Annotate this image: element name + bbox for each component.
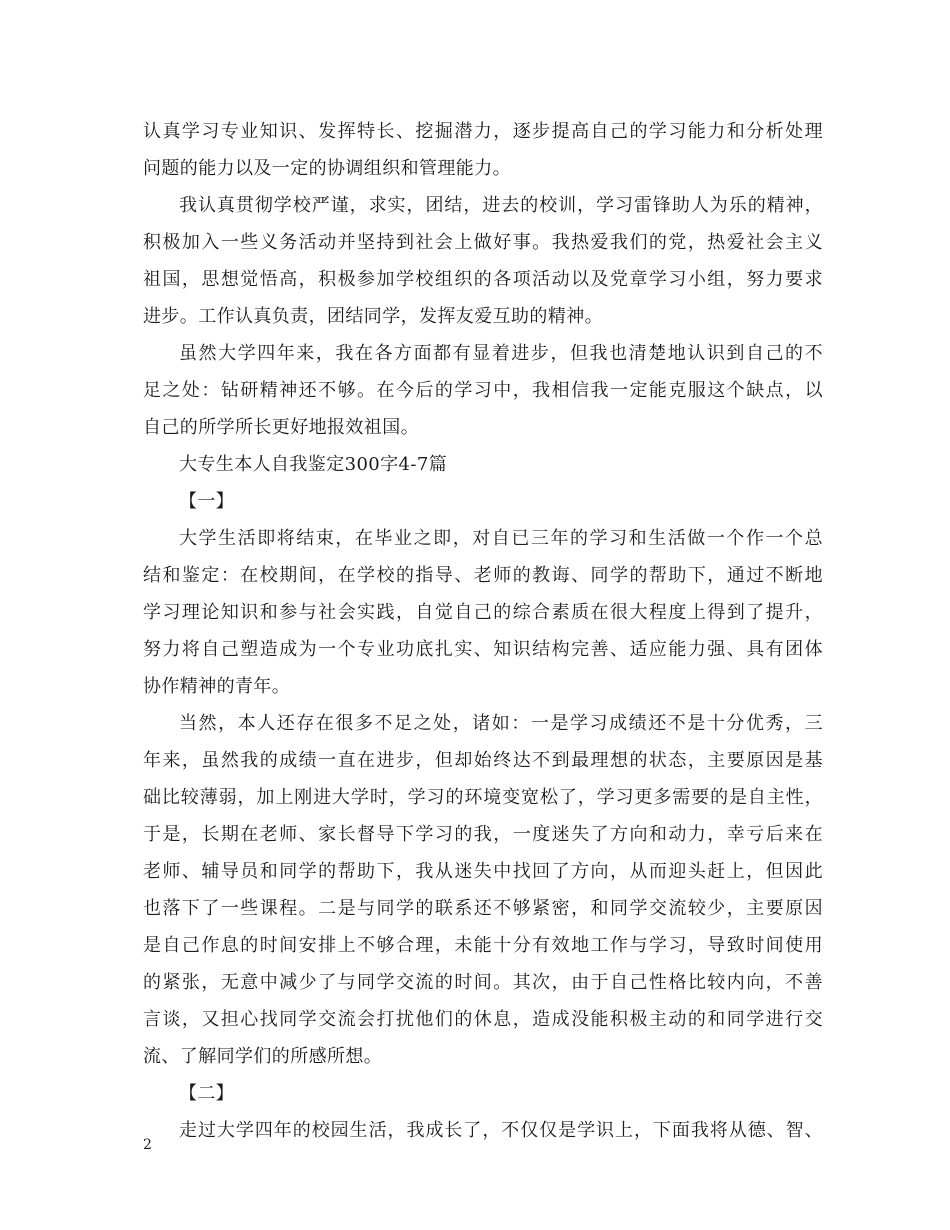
text-line <box>143 816 823 853</box>
text-line <box>143 372 823 409</box>
text-line <box>143 1075 823 1112</box>
text-line-content: 于是，长期在老师、家长督导下学习的我，一度迷失了方向和动力，幸亏后来在 <box>143 824 823 845</box>
text-line <box>143 890 823 927</box>
text-line-content: 积极加入一些义务活动并坚持到社会上做好事。我热爱我们的党，热爱社会主义 <box>143 232 823 253</box>
text-line <box>143 668 823 705</box>
text-line <box>143 594 823 631</box>
text-line-content: 【一】 <box>179 491 235 512</box>
text-line-content: 流、了解同学们的所感所想。 <box>143 1046 383 1067</box>
text-line <box>143 964 823 1001</box>
text-line <box>143 261 823 298</box>
text-line-content: 协作精神的青年。 <box>143 676 291 697</box>
text-line <box>143 113 823 150</box>
text-line <box>143 631 823 668</box>
text-line <box>143 298 823 335</box>
text-line-content: 走过大学四年的校园生活，我成长了，不仅仅是学识上，下面我将从德、智、 <box>179 1120 823 1141</box>
text-line-content: 大学生活即将结束，在毕业之即，对自已三年的学习和生活做一个作一个总 <box>179 528 823 549</box>
text-line-content: 【二】 <box>179 1083 235 1104</box>
text-line-content: 础比较薄弱，加上刚进大学时，学习的环境变宽松了，学习更多需要的是自主性， <box>143 787 823 808</box>
text-line <box>143 779 823 816</box>
text-line <box>143 409 823 446</box>
text-line <box>143 187 823 224</box>
text-line <box>143 853 823 890</box>
text-line-content: 足之处：钻研精神还不够。在今后的学习中，我相信我一定能克服这个缺点，以 <box>143 380 823 401</box>
text-line-content: 努力将自己塑造成为一个专业功底扎实、知识结构完善、适应能力强、具有团体 <box>143 639 823 660</box>
text-line-content: 结和鉴定：在校期间，在学校的指导、老师的教诲、同学的帮助下，通过不断地 <box>143 565 823 586</box>
text-line-content: 认真学习专业知识、发挥特长、挖掘潜力，逐步提高自己的学习能力和分析处理 <box>143 121 823 142</box>
text-line <box>143 483 823 520</box>
text-line <box>143 927 823 964</box>
text-line <box>143 557 823 594</box>
text-line-content: 我认真贯彻学校严谨，求实，团结，进去的校训，学习雷锋助人为乐的精神， <box>179 195 823 216</box>
text-line-content: 进步。工作认真负责，团结同学，发挥友爱互助的精神。 <box>143 306 603 327</box>
text-line-content: 年来，虽然我的成绩一直在进步，但却始终达不到最理想的状态，主要原因是基 <box>143 750 823 771</box>
text-line <box>143 1038 823 1075</box>
text-line <box>143 1001 823 1038</box>
text-line-content: 当然，本人还存在很多不足之处，诸如：一是学习成绩还不是十分优秀，三 <box>179 713 823 734</box>
text-line-content: 是自己作息的时间安排上不够合理，未能十分有效地工作与学习，导致时间使用 <box>143 935 823 956</box>
text-line-content: 言谈，又担心找同学交流会打扰他们的休息，造成没能积极主动的和同学进行交 <box>143 1009 823 1030</box>
text-line-content: 虽然大学四年来，我在各方面都有显着进步，但我也清楚地认识到自己的不 <box>179 343 823 364</box>
text-line <box>143 335 823 372</box>
text-line-content: 祖国，思想觉悟高，积极参加学校组织的各项活动以及党章学习小组，努力要求 <box>143 269 823 290</box>
text-line-content: 也落下了一些课程。二是与同学的联系还不够紧密，和同学交流较少，主要原因 <box>143 898 823 919</box>
page-number: 2 <box>143 1137 152 1153</box>
text-line-content: 的紧张，无意中减少了与同学交流的时间。其次，由于自己性格比较内向，不善 <box>143 972 823 993</box>
text-line <box>143 520 823 557</box>
text-line-content: 老师、辅导员和同学的帮助下，我从迷失中找回了方向，从而迎头赶上，但因此 <box>143 861 823 882</box>
text-line-content: 学习理论知识和参与社会实践，自觉自己的综合素质在很大程度上得到了提升， <box>143 602 823 623</box>
text-line <box>143 705 823 742</box>
text-line <box>143 150 823 187</box>
text-line-content: 大专生本人自我鉴定300字4-7篇 <box>179 454 448 475</box>
text-line-content: 问题的能力以及一定的协调组织和管理能力。 <box>143 158 511 179</box>
text-line <box>143 742 823 779</box>
text-line <box>143 446 823 483</box>
text-line-content: 自己的所学所长更好地报效祖国。 <box>143 417 419 438</box>
document-body <box>143 113 823 1149</box>
text-line <box>143 224 823 261</box>
text-line <box>143 1112 823 1149</box>
